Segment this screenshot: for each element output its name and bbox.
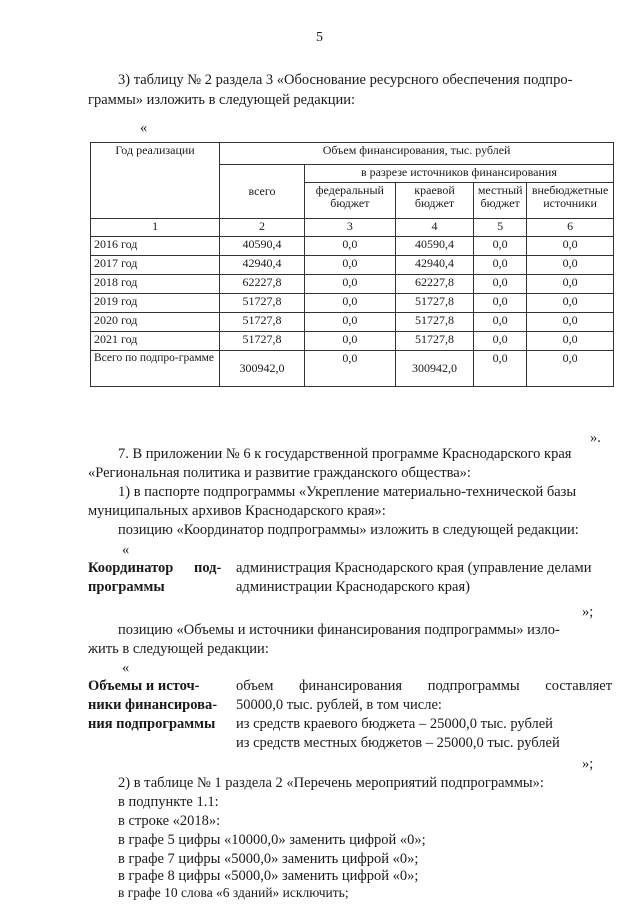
section7-line-1: 7. В приложении № 6 к государственной программе Краснодарского края — [118, 446, 572, 462]
cell-federal: 0,0 — [304, 256, 395, 275]
cell-year: 2017 год — [91, 256, 220, 275]
table-row — [91, 256, 614, 275]
table-row — [91, 275, 614, 294]
cell-extra: 0,0 — [527, 313, 614, 332]
cell-regional: 40590,4 — [395, 237, 473, 256]
cell-federal: 0,0 — [304, 294, 395, 313]
cell-local: 0,0 — [474, 313, 527, 332]
cell-federal: 0,0 — [304, 275, 395, 294]
cell-regional: 51727,8 — [395, 313, 473, 332]
cell-total: 51727,8 — [220, 332, 305, 351]
cell-federal: 0,0 — [304, 313, 395, 332]
col-number: 6 — [527, 219, 614, 237]
section2-line-2: в подпункте 1.1: — [118, 794, 219, 810]
cell-total-label: Всего по подпро-грамме — [91, 351, 220, 387]
cell-regional: 51727,8 — [395, 332, 473, 351]
cell-local: 0,0 — [474, 294, 527, 313]
financing-table — [90, 142, 614, 387]
cell-year: 2018 год — [91, 275, 220, 294]
header-regional: краевой бюджет — [395, 183, 473, 219]
col-number: 4 — [395, 219, 473, 237]
cell-extra: 0,0 — [527, 351, 614, 387]
open-quote: « — [140, 120, 148, 136]
table-row — [91, 237, 614, 256]
section2-line-3: в строке «2018»: — [118, 813, 221, 829]
cell-year: 2019 год — [91, 294, 220, 313]
cell-local: 0,0 — [474, 332, 527, 351]
header-federal: федеральный бюджет — [304, 183, 395, 219]
volumes-label-3: ния подпрограммы — [88, 716, 216, 732]
cell-regional: 42940,4 — [395, 256, 473, 275]
cell-federal: 0,0 — [304, 351, 395, 387]
volumes-value-3: из средств краевого бюджета – 25000,0 тыс. рублей — [236, 716, 553, 732]
col-number: 3 — [304, 219, 395, 237]
intro-line-2: граммы» изложить в следующей редакции: — [88, 92, 356, 108]
open-quote: « — [122, 542, 130, 558]
section2-line-6: в графе 8 цифры «5000,0» заменить цифрой «0»; — [118, 868, 419, 884]
header-year: Год реализации — [91, 143, 220, 219]
cell-federal: 0,0 — [304, 332, 395, 351]
header-local: местный бюджет — [474, 183, 527, 219]
cell-year: 2016 год — [91, 237, 220, 256]
volumes-value-2: 50000,0 тыс. рублей, в том числе: — [236, 697, 442, 713]
cell-year: 2021 год — [91, 332, 220, 351]
volumes-intro-2: жить в следующей редакции: — [88, 641, 269, 657]
table-row — [91, 313, 614, 332]
cell-local: 0,0 — [474, 237, 527, 256]
close-quote: »; — [582, 604, 594, 620]
cell-year: 2020 год — [91, 313, 220, 332]
cell-extra: 0,0 — [527, 332, 614, 351]
cell-total: 40590,4 — [220, 237, 305, 256]
section2-line-4: в графе 5 цифры «10000,0» заменить цифрой «0»; — [118, 832, 426, 848]
cell-regional: 62227,8 — [395, 275, 473, 294]
header-total: всего — [220, 165, 305, 219]
header-volume: Объем финансирования, тыс. рублей — [220, 143, 614, 165]
coordinator-label-hyphen: под- — [194, 560, 222, 576]
cell-extra: 0,0 — [527, 275, 614, 294]
section7-line-5: позицию «Координатор подпрограммы» изложить в следующей редакции: — [118, 522, 579, 538]
volumes-label-1: Объемы и источ- — [88, 678, 200, 694]
coordinator-value-2: администрации Краснодарского края) — [236, 579, 470, 595]
close-quote: ». — [590, 430, 601, 446]
volumes-value-4: из средств местных бюджетов – 25000,0 тыс. рублей — [236, 735, 560, 751]
section7-line-2: «Региональная политика и развитие гражданского общества»: — [88, 465, 471, 481]
header-extra: внебюджетные источники — [527, 183, 614, 219]
cell-local: 0,0 — [474, 256, 527, 275]
cell-total: 42940,4 — [220, 256, 305, 275]
volumes-label-2: ники финансирова- — [88, 697, 218, 713]
section2-line-1: 2) в таблице № 1 раздела 2 «Перечень мероприятий подпрограммы»: — [118, 775, 544, 791]
col-number: 2 — [220, 219, 305, 237]
cell-total: 62227,8 — [220, 275, 305, 294]
page-number: 5 — [316, 30, 323, 45]
cell-total: 51727,8 — [220, 313, 305, 332]
intro-line-1: 3) таблицу № 2 раздела 3 «Обоснование ресурсного обеспечения подпро- — [118, 72, 573, 88]
header-sources: в разрезе источников финансирования — [304, 165, 613, 183]
coordinator-value-1: администрация Краснодарского края (управление делами — [236, 560, 592, 576]
cell-total: 300942,0 — [220, 351, 305, 387]
cell-local: 0,0 — [474, 275, 527, 294]
section7-line-3: 1) в паспорте подпрограммы «Укрепление материально-технической базы — [118, 484, 577, 500]
col-number: 1 — [91, 219, 220, 237]
section2-line-5: в графе 7 цифры «5000,0» заменить цифрой «0»; — [118, 851, 419, 867]
cell-federal: 0,0 — [304, 237, 395, 256]
cell-regional: 51727,8 — [395, 294, 473, 313]
close-quote: »; — [582, 756, 594, 772]
col-number: 5 — [474, 219, 527, 237]
section7-line-4: муниципальных архивов Краснодарского края»: — [88, 503, 386, 519]
table-row — [91, 332, 614, 351]
cell-extra: 0,0 — [527, 294, 614, 313]
cell-regional: 300942,0 — [395, 351, 473, 387]
coordinator-label: Координатор — [88, 560, 174, 576]
cell-local: 0,0 — [474, 351, 527, 387]
cell-extra: 0,0 — [527, 237, 614, 256]
volumes-value-1: объем финансирования подпрограммы составляет — [236, 678, 613, 694]
open-quote: « — [122, 660, 130, 676]
table-row — [91, 294, 614, 313]
volumes-intro-1: позицию «Объемы и источники финансирования подпрограммы» изло- — [118, 622, 560, 638]
coordinator-label-2: программы — [88, 579, 165, 595]
cell-total: 51727,8 — [220, 294, 305, 313]
total-row — [91, 351, 614, 387]
section2-line-7: в графе 10 слова «6 зданий» исключить; — [118, 885, 349, 900]
cell-extra: 0,0 — [527, 256, 614, 275]
